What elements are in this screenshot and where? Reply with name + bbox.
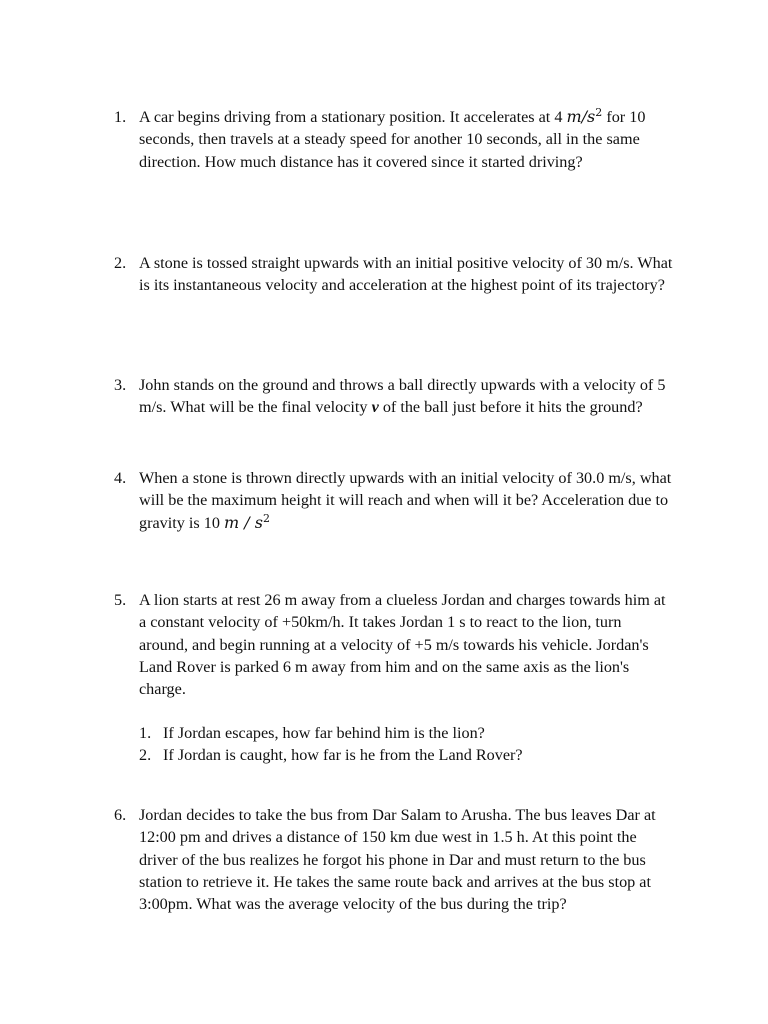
question-text: [139, 374, 674, 419]
question-number: 2.: [114, 254, 127, 272]
gravity-units: [224, 513, 270, 532]
velocity-variable: v: [371, 398, 379, 417]
question-2: [114, 252, 674, 297]
math-exponent: 2: [595, 106, 603, 119]
question-text-part: for 10 seconds, then travels at a steady speed for another 10 seconds, all in the same direction. How much distance has it covered since it started driving?: [139, 108, 646, 171]
question-text-part: of the ball just before it hits the ground?: [378, 398, 643, 417]
question-6: [114, 804, 674, 915]
subitem-number: 1.: [139, 724, 152, 742]
question-text: A stone is tossed straight upwards with an initial positive velocity of 30 m/s. What is its instantaneous velocity and acceleration at the highest point of its trajectory?: [139, 254, 673, 295]
question-3: [114, 374, 674, 419]
question-number: 6.: [114, 806, 127, 824]
subitem-1: [139, 722, 679, 744]
question-text-part: When a stone is thrown directly upwards with an initial velocity of 30.0 m/s, what will be the maximum height it will reach and when will it be? Acceleration due to gravity is 10: [139, 469, 672, 532]
subitem-text: If Jordan is caught, how far is he from the Land Rover?: [163, 746, 523, 765]
math-exponent: 2: [262, 511, 270, 525]
question-text: [139, 106, 674, 173]
math-base: m / s: [223, 512, 263, 532]
question-5: [114, 589, 674, 700]
question-number: 5.: [114, 591, 127, 609]
subitem-2: [139, 744, 679, 766]
subitem-number: 2.: [139, 746, 152, 765]
question-number: 1.: [114, 108, 127, 126]
subitem-text: If Jordan escapes, how far behind him is the lion?: [163, 724, 485, 742]
question-1: [114, 106, 674, 173]
question-text-part: A car begins driving from a stationary position. It accelerates at 4: [139, 108, 567, 126]
question-4: [114, 467, 674, 534]
question-5-subitems: [139, 722, 679, 767]
question-number: 4.: [114, 469, 127, 487]
math-base: m/s: [566, 107, 596, 126]
question-number: 3.: [114, 376, 127, 394]
acceleration-units: [566, 107, 602, 126]
question-text: Jordan decides to take the bus from Dar Salam to Arusha. The bus leaves Dar at 12:00 pm and drives a distance of 150 km due west in 1.5 h. At this point the driver of the bus realizes he forgot his phone in Dar and must return to the bus station to retrieve it. He takes the same route back and arrives at the bus stop at 3:00pm. What was the average velocity of the bus during the trip?: [139, 806, 656, 914]
question-text: [139, 467, 674, 534]
question-text: A lion starts at rest 26 m away from a clueless Jordan and charges towards him at a constant velocity of +50km/h. It takes Jordan 1 s to react to the lion, turn around, and begin running at a velocity of +5 m/s towards his vehicle. Jordan's Land Rover is parked 6 m away from him and on the same axis as the lion's charge.: [139, 591, 666, 699]
question-text-part: John stands on the ground and throws a ball directly upwards with a velocity of 5 m/s. What will be the final velocity: [139, 376, 666, 417]
